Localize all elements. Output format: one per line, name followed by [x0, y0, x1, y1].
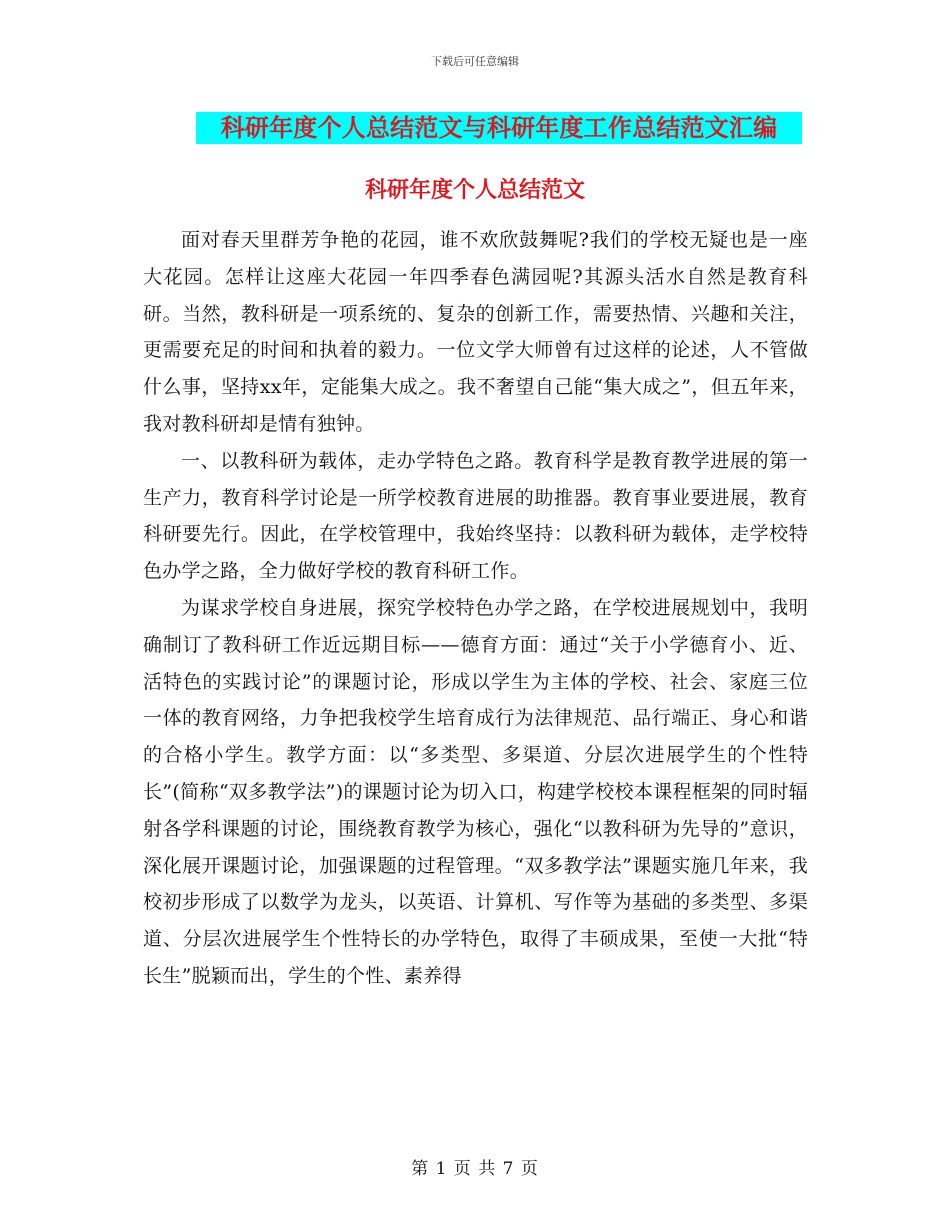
page-footer: 第 1 页 共 7 页: [411, 1159, 539, 1179]
section-title: 科研年度个人总结范文: [364, 178, 585, 203]
paragraph: 面对春天里群芳争艳的花园，谁不欢欣鼓舞呢?我们的学校无疑也是一座大花园。怎样让这座大花园一年四季春色满园呢?其源头活水自然是教育科研。当然，教科研是一项系统的、复杂的创新工作，需要热情、兴趣和关注，更需要充足的时间和执着的毅力。一位文学大师曾有过这样的论述，人不管做什么事，坚持xx年，定能集大成之。我不奢望自己能“集大成之”，但五年来，我对教科研却是情有独钟。: [143, 229, 808, 435]
document-title: 科研年度个人总结范文与科研年度工作总结范文汇编: [196, 112, 802, 144]
paragraph: 一、以教科研为载体，走办学特色之路。教育科学是教育教学进展的第一生产力，教育科学讨论是一所学校教育进展的助推器。教育事业要进展，教育科研要先行。因此，在学校管理中，我始终坚持：以教科研为载体，走学校特色办学之路，全力做好学校的教育科研工作。: [143, 449, 808, 583]
header-note: 下载后可任意编辑: [431, 55, 519, 68]
body-text: [143, 222, 808, 995]
paragraph: 为谋求学校自身进展，探究学校特色办学之路，在学校进展规划中，我明确制订了教科研工作近远期目标——德育方面：通过“关于小学德育小、近、活特色的实践讨论”的课题讨论，形成以学生为主体的学校、社会、家庭三位一体的教育网络，力争把我校学生培育成行为法律规范、品行端正、身心和谐的合格小学生。教学方面：以“多类型、多渠道、分层次进展学生的个性特长”(简称“双多教学法”)的课题讨论为切入口，构建学校校本课程框架的同时辐射各学科课题的讨论，围绕教育教学为核心，强化“以教科研为先导的”意识，深化展开课题讨论，加强课题的过程管理。“双多教学法”课题实施几年来，我校初步形成了以数学为龙头，以英语、计算机、写作等为基础的多类型、多渠道、分层次进展学生个性特长的办学特色，取得了丰硕成果，至使一大批“特长生”脱颖而出，学生的个性、素养得: [143, 596, 808, 987]
